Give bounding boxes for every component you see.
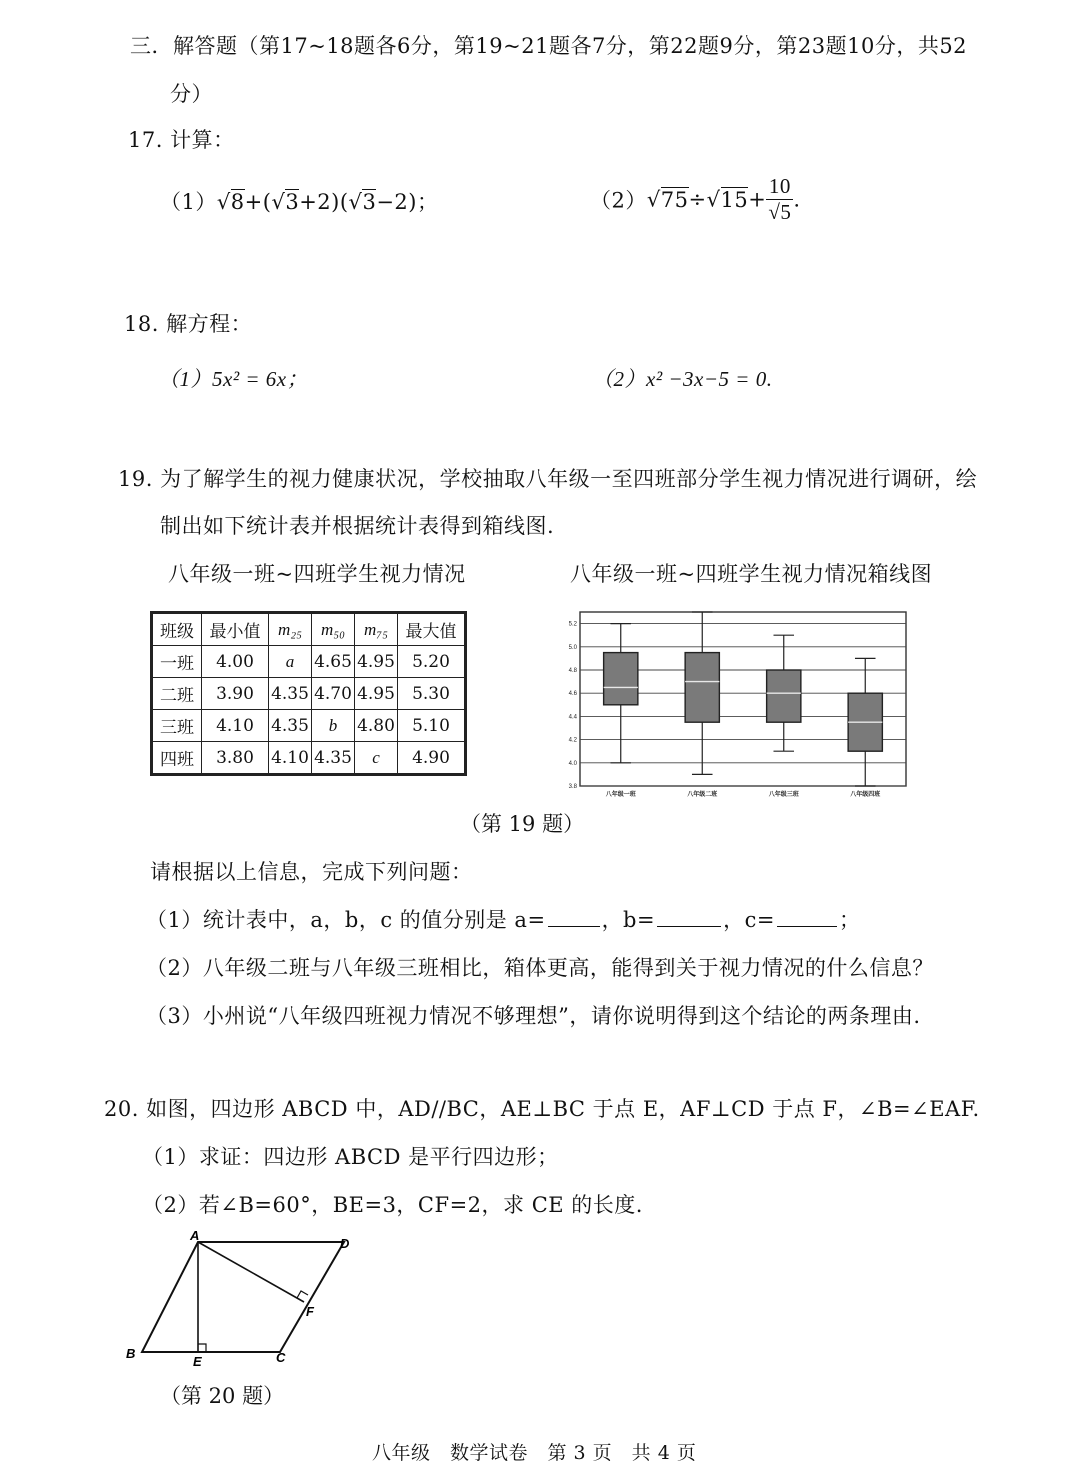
table-cell: 4.95	[355, 646, 398, 678]
answer-blank-c[interactable]	[777, 925, 837, 927]
table-header: 班级	[152, 613, 202, 646]
table-cell: 4.35	[269, 678, 312, 710]
section-header-line1: 三．解答题（第17~18题各6分，第19~21题各7分，第22题9分，第23题10分，共52	[130, 34, 968, 58]
table-cell: 5.20	[398, 646, 466, 678]
table-cell: 一班	[152, 646, 202, 678]
q20-sub1: （1）求证：四边形 ABCD 是平行四边形；	[142, 1145, 559, 1169]
table-row	[152, 710, 466, 742]
q18-label: 18. 解方程：	[124, 312, 253, 336]
table-cell: 4.65	[312, 646, 355, 678]
q19-table-title: 八年级一班~四班学生视力情况	[168, 562, 466, 586]
answer-blank-b[interactable]	[657, 925, 721, 927]
table-cell: 4.35	[312, 742, 355, 775]
table-cell: b	[312, 710, 355, 742]
parallelogram-figure	[120, 1228, 370, 1378]
table-header: 最大值	[398, 613, 466, 646]
table-cell: 4.90	[398, 742, 466, 775]
q17-part1-prefix: （1）	[160, 190, 217, 214]
answer-blank-a[interactable]	[548, 925, 600, 927]
table-cell: 4.10	[269, 742, 312, 775]
x-category-label: 八年级二班	[687, 792, 718, 798]
segment-af	[198, 1242, 304, 1302]
boxplot-chart	[560, 608, 912, 800]
y-tick-label: 4.8	[568, 668, 577, 674]
table-cell: 4.35	[269, 710, 312, 742]
table-cell: 4.95	[355, 678, 398, 710]
q17-part2: （2）√75÷√15+ $\frac{10}{√5}$ .	[590, 174, 801, 224]
y-tick-label: 5.2	[568, 621, 577, 628]
table-cell: 二班	[152, 678, 202, 710]
y-tick-label: 4.6	[568, 691, 577, 698]
box-iqr	[685, 653, 719, 723]
box-iqr	[767, 670, 801, 722]
table-cell: 4.10	[202, 710, 269, 742]
q17-part2-prefix: （2）	[590, 188, 647, 213]
table-row	[152, 742, 466, 775]
table-cell: 3.90	[202, 678, 269, 710]
y-tick-label: 5.0	[568, 644, 577, 651]
q17-part2-fraction: $\frac{10}{√5}$	[768, 174, 792, 224]
box-iqr	[604, 653, 638, 705]
table-cell: 3.80	[202, 742, 269, 775]
q19-prompt: 请根据以上信息，完成下列问题：	[150, 860, 473, 884]
label-a: A	[190, 1228, 200, 1243]
parallelogram-abcd	[142, 1242, 344, 1352]
q20-caption: （第 20 题）	[160, 1384, 285, 1408]
table-cell: 三班	[152, 710, 202, 742]
y-tick-label: 4.0	[568, 760, 577, 767]
label-b: B	[126, 1346, 136, 1361]
q20-line1: 20. 如图，四边形 ABCD 中，AD//BC，AE⊥BC 于点 E，AF⊥CD 于点 F，∠B=∠EAF.	[104, 1097, 980, 1121]
q17-part2-expr: √75÷√15+	[646, 187, 767, 212]
page-footer: 八年级 数学试卷 第 3 页 共 4 页	[372, 1442, 697, 1464]
label-e: E	[193, 1354, 202, 1369]
vision-stat-table	[150, 611, 467, 776]
right-angle-mark-e	[198, 1344, 206, 1352]
q19-sub1: （1）统计表中，a，b，c 的值分别是 a= ，b= ，c= ；	[146, 908, 861, 932]
table-cell: 4.70	[312, 678, 355, 710]
q17-label: 17. 计算：	[128, 128, 235, 152]
table-row	[152, 678, 466, 710]
x-category-label: 八年级一班	[605, 792, 636, 798]
table-header: m₅₀	[312, 613, 355, 646]
table-row	[152, 646, 466, 678]
table-cell: 4.00	[202, 646, 269, 678]
table-cell: 5.10	[398, 710, 466, 742]
q17-part1-expr: √8+(√3+2)(√3−2)；	[216, 190, 439, 214]
table-cell: 4.80	[355, 710, 398, 742]
label-c: C	[276, 1350, 286, 1365]
table-cell: 四班	[152, 742, 202, 775]
y-tick-label: 3.8	[568, 784, 577, 790]
right-angle-mark-f	[297, 1291, 308, 1298]
q20-sub2: （2）若∠B=60°，BE=3，CF=2，求 CE 的长度.	[142, 1193, 643, 1217]
table-cell: c	[355, 742, 398, 775]
table-header: m₂₅	[269, 613, 312, 646]
q19-line1: 19. 为了解学生的视力健康状况，学校抽取八年级一至四班部分学生视力情况进行调研，绘	[118, 467, 978, 491]
table-cell: 5.30	[398, 678, 466, 710]
table-header: m₇₅	[355, 613, 398, 646]
q18-part2: （2）x² −3x−5 = 0.	[592, 367, 773, 391]
q18-part1: （1）5x² = 6x；	[158, 367, 309, 391]
q19-chart-title: 八年级一班~四班学生视力情况箱线图	[570, 562, 933, 586]
label-d: D	[340, 1236, 350, 1251]
q17-part1	[160, 186, 438, 216]
q19-caption: （第 19 题）	[460, 812, 585, 836]
table-cell: a	[269, 646, 312, 678]
y-tick-label: 4.4	[568, 714, 577, 721]
q19-sub3: （3）小州说“八年级四班视力情况不够理想”，请你说明得到这个结论的两条理由.	[146, 1004, 921, 1028]
label-f: F	[306, 1304, 314, 1319]
table-header-row	[152, 613, 466, 646]
section-header-line2: 分）	[170, 82, 213, 106]
q19-line2: 制出如下统计表并根据统计表得到箱线图.	[160, 514, 555, 538]
y-tick-label: 4.2	[568, 737, 577, 744]
q19-sub2: （2）八年级二班与八年级三班相比，箱体更高，能得到关于视力情况的什么信息？	[146, 956, 934, 980]
x-category-label: 八年级四班	[850, 792, 881, 798]
x-category-label: 八年级三班	[768, 792, 799, 798]
table-header: 最小值	[202, 613, 269, 646]
